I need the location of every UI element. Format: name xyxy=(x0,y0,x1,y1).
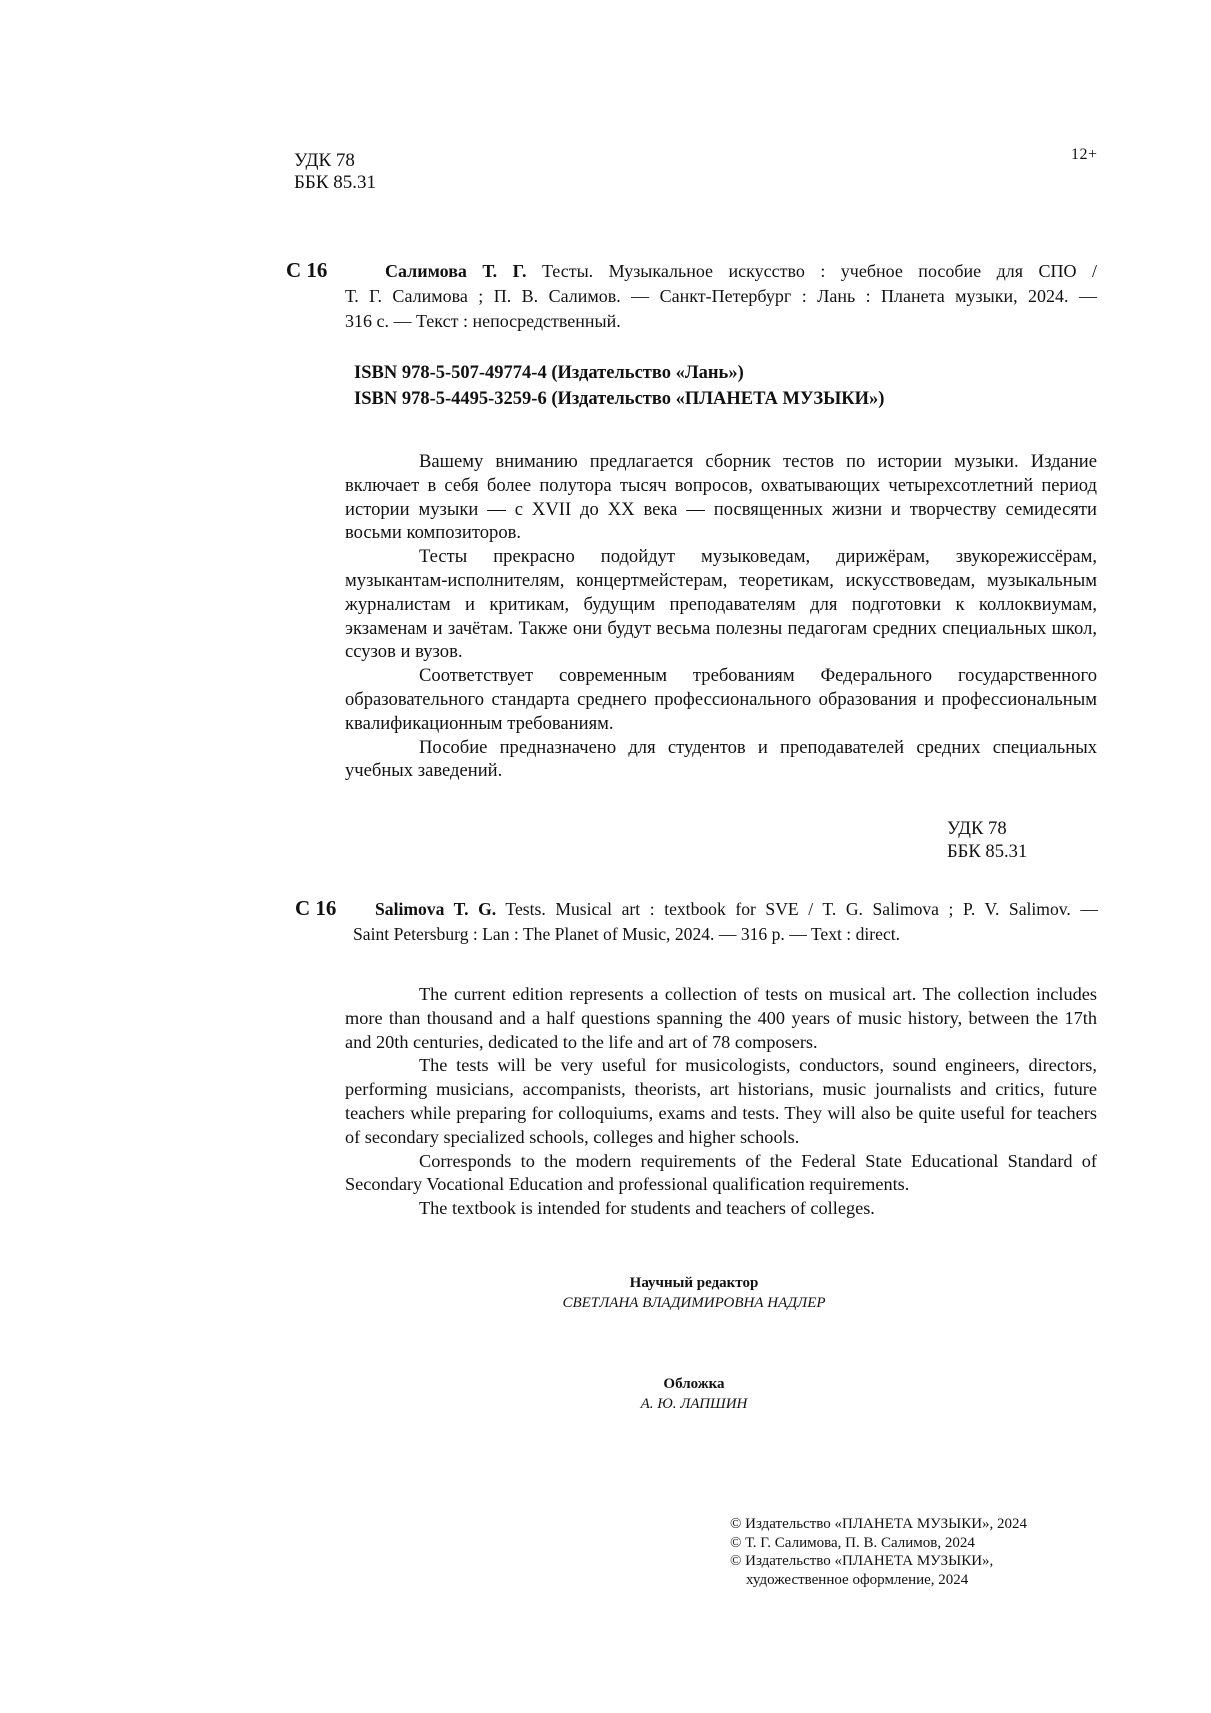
editor-name: СВЕТЛАНА ВЛАДИМИРОВНА НАДЛЕР xyxy=(562,1295,826,1311)
annotation-en-paragraph: The tests will be very useful for musicologists, conductors, sound engineers, directors, performing musicians, accompanists, theorists, art historians, music journalists and critics, future teachers while preparing for colloquiums, exams and tests. They will also be quite useful for teachers of secondary specialized schools, colleges and higher schools. xyxy=(345,1055,1097,1147)
entry-line-3: 316 с. — Текст : непосредственный. xyxy=(345,311,621,331)
udk-code-mid: УДК 78 xyxy=(947,818,1007,839)
catalog-code-ru: С 16 xyxy=(286,258,328,282)
annotation-ru xyxy=(345,450,1097,783)
mid-classification xyxy=(947,817,1027,863)
cover-credit xyxy=(420,1374,968,1414)
annotation-en xyxy=(345,983,1097,1221)
author-name-en: Salimova T. G. xyxy=(375,899,497,919)
catalog-code-en: С 16 xyxy=(295,896,337,920)
bbk-code-mid: ББК 85.31 xyxy=(947,841,1028,862)
annotation-ru-paragraph: Тесты прекрасно подойдут музыковедам, дирижёрам, звукорежиссёрам, музыкантам-исполнителям, концертмейстерам, теоретикам, искусствоведам, музыкальным журналистам и критикам, будущим преподавателям для подготовки к коллоквиумам, экзаменам и зачётам. Также они будут весьма полезны педагогам средних специальных школ, ссузов и вузов. xyxy=(345,546,1097,663)
copyright-line: художественное оформление, 2024 xyxy=(746,1571,969,1588)
isbn-lan: ISBN 978-5-507-49774-4 (Издательство «Лань») xyxy=(354,363,744,383)
author-name-ru: Салимова Т. Г. xyxy=(385,261,527,281)
annotation-ru-paragraph: Соответствует современным требованиям Федерального государственного образовательного стандарта среднего профессионального образования и профессиональным квалификационным требованиям. xyxy=(345,665,1097,734)
isbn-block xyxy=(354,360,884,412)
bibliographic-entry-en xyxy=(353,897,1098,947)
isbn-planeta: ISBN 978-5-4495-3259-6 (Издательство «ПЛАНЕТА МУЗЫКИ») xyxy=(354,389,885,409)
annotation-en-paragraph: The current edition represents a collection of tests on musical art. The collection includes more than thousand and a half questions spanning the 400 years of music history, between the 17th and 20th centuries, dedicated to the life and art of 78 composers. xyxy=(345,984,1097,1052)
bbk-code: ББК 85.31 xyxy=(294,172,376,193)
age-rating: 12+ xyxy=(1071,146,1098,163)
entry-en-line-1-text: Tests. Musical art : textbook for SVE / T. G. Salimova ; P. V. Salimov. — xyxy=(496,899,1099,919)
annotation-ru-paragraph: Пособие предназначено для студентов и преподавателей средних специальных учебных заведений. xyxy=(345,736,1097,782)
copyright-line: © Издательство «ПЛАНЕТА МУЗЫКИ», xyxy=(730,1553,994,1569)
annotation-en-paragraph: The textbook is intended for students and teachers of colleges. xyxy=(419,1198,875,1219)
entry-en-line-1 xyxy=(353,897,1098,922)
entry-line-1 xyxy=(345,259,1097,284)
entry-line-1-text: Тесты. Музыкальное искусство : учебное пособие для СПО / xyxy=(526,261,1097,281)
editor-role: Научный редактор xyxy=(629,1275,759,1291)
editor-credit xyxy=(420,1273,968,1313)
cover-artist-name: А. Ю. ЛАПШИН xyxy=(640,1396,748,1412)
entry-en-line-2: Saint Petersburg : Lan : The Planet of Music, 2024. — 316 p. — Text : direct. xyxy=(353,924,901,944)
bibliographic-entry-ru xyxy=(345,259,1097,334)
top-classification xyxy=(294,150,376,194)
udk-code: УДК 78 xyxy=(294,150,355,171)
entry-line-2: Т. Г. Салимова ; П. В. Салимов. — Санкт-Петербург : Лань : Планета музыки, 2024. — xyxy=(345,286,1097,306)
copyright-block xyxy=(730,1515,1027,1589)
copyright-line: © Т. Г. Салимова, П. В. Салимов, 2024 xyxy=(730,1534,975,1551)
annotation-ru-paragraph: Вашему вниманию предлагается сборник тестов по истории музыки. Издание включает в себя более полутора тысяч вопросов, охватывающих четырехсотлетний период истории музыки — с XVII до XX века — посвященных жизни и творчеству семидесяти восьми композиторов. xyxy=(345,451,1097,544)
copyright-line: © Издательство «ПЛАНЕТА МУЗЫКИ», 2024 xyxy=(730,1516,1028,1532)
annotation-en-paragraph: Corresponds to the modern requirements of the Federal State Educational Standard of Secondary Vocational Education and professional qualification requirements. xyxy=(345,1150,1097,1195)
cover-role: Обложка xyxy=(663,1376,725,1392)
